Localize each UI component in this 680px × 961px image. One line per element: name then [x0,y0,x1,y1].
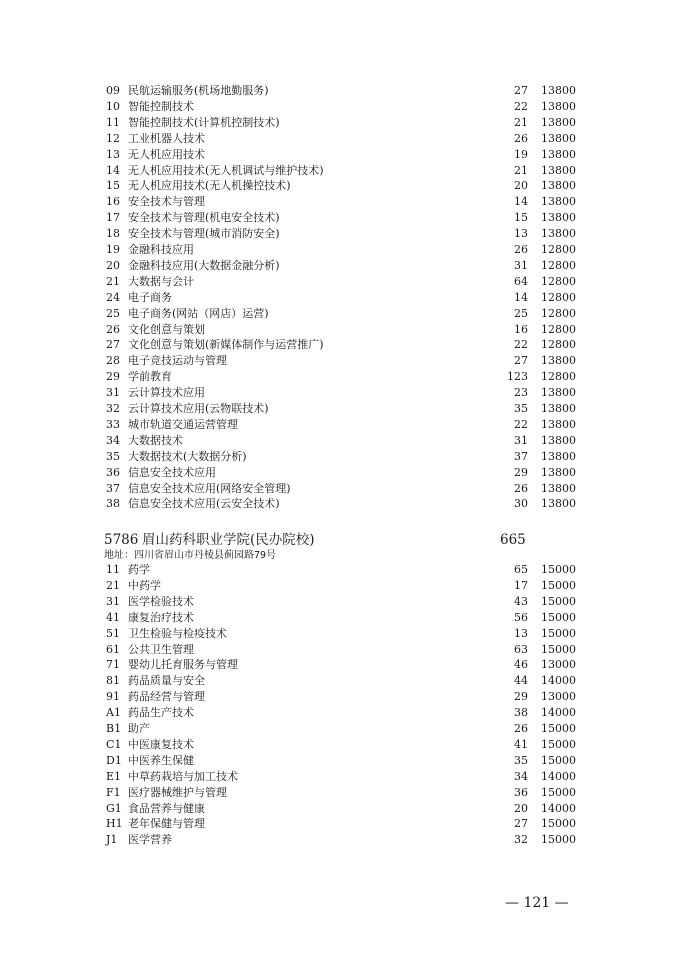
program-code: 31 [106,386,120,400]
tuition-fee: 13800 [541,497,576,511]
table-row [106,578,576,594]
school-total-quota: 665 [500,532,526,548]
tuition-fee: 15000 [541,722,576,735]
program-name: 康复治疗技术 [128,610,194,624]
program-code: 41 [106,610,120,624]
program-name: 助产 [128,722,150,735]
tuition-fee: 15000 [541,785,576,799]
tuition-fee: 13800 [541,195,576,209]
table-row [106,737,576,753]
program-code: 17 [106,211,120,225]
program-code: 81 [106,674,120,688]
school-name: 眉山药科职业学院(民办院校) [142,532,315,548]
program-code: 14 [106,163,120,177]
enrollment-count: 13 [514,626,528,640]
program-code: 33 [106,417,120,431]
program-code: 19 [106,243,120,256]
tuition-fee: 13800 [541,354,576,368]
table-row [106,673,576,689]
program-name: 文化创意与策划(新媒体制作与运营推广) [128,338,324,352]
program-code: 38 [106,497,120,511]
tuition-fee: 15000 [541,563,576,576]
program-code: 37 [106,481,120,495]
table-row [106,226,576,242]
program-code: 10 [106,99,120,113]
tuition-fee: 14000 [541,801,576,815]
table-row [106,290,576,306]
tuition-fee: 13800 [541,147,576,161]
table-row [106,657,576,673]
table-row [106,594,576,610]
enrollment-count: 27 [514,817,528,831]
program-name: 中草药栽培与加工技术 [128,769,238,783]
table-row [106,610,576,626]
program-name: 金融科技应用 [128,243,194,256]
enrollment-count: 19 [514,147,528,161]
enrollment-count: 43 [514,594,528,608]
program-code: D1 [106,753,122,767]
tuition-fee: 13800 [541,449,576,463]
program-code: 15 [106,179,120,193]
table-row [106,769,576,785]
program-code: 61 [106,642,120,656]
tuition-fee: 15000 [541,626,576,640]
enrollment-count: 65 [514,563,528,576]
table-row [106,626,576,642]
enrollment-count: 29 [514,690,528,704]
enrollment-count: 20 [514,179,528,193]
tuition-fee: 15000 [541,642,576,656]
table-row [106,433,576,449]
program-code: 71 [106,658,120,672]
table-row [106,369,576,385]
enrollment-count: 34 [514,769,528,783]
program-name: 金融科技应用(大数据金融分析) [128,258,280,272]
tuition-fee: 15000 [541,610,576,624]
program-name: 无人机应用技术(无人机操控技术) [128,179,291,193]
table-row [106,642,576,658]
program-code: H1 [106,817,123,831]
enrollment-count: 38 [514,706,528,720]
program-name: 民航运输服务(机场地勤服务) [128,84,269,97]
tuition-fee: 13800 [541,433,576,447]
program-code: G1 [106,801,122,815]
program-code: 09 [106,84,120,97]
program-code: 24 [106,290,120,304]
enrollment-count: 26 [514,243,528,256]
tuition-fee: 13800 [541,84,576,97]
enrollment-count: 26 [514,131,528,145]
tuition-fee: 12800 [541,338,576,352]
enrollment-count: 63 [514,642,528,656]
table-row [106,210,576,226]
program-name: 中药学 [128,578,161,592]
tuition-fee: 15000 [541,737,576,751]
page-number: — 121 — [505,895,569,911]
program-name: 中医养生保健 [128,753,194,767]
enrollment-count: 29 [514,465,528,479]
school-header [104,530,574,550]
program-name: 医学营养 [128,833,172,847]
program-code: 27 [106,338,120,352]
enrollment-count: 20 [514,801,528,815]
program-name: 药品生产技术 [128,706,194,720]
enrollment-count: 26 [514,481,528,495]
enrollment-count: 16 [514,322,528,336]
table-row [106,385,576,401]
program-name: 云计算技术应用 [128,386,205,400]
program-name: 智能控制技术(计算机控制技术) [128,115,280,129]
tuition-fee: 13800 [541,481,576,495]
enrollment-count: 26 [514,722,528,735]
table-row [106,816,576,832]
tuition-fee: 12800 [541,370,576,384]
table-row [106,337,576,353]
enrollment-count: 14 [514,290,528,304]
table-row [106,689,576,705]
program-code: 31 [106,594,120,608]
program-code: 34 [106,433,120,447]
tuition-fee: 13800 [541,163,576,177]
tuition-fee: 13800 [541,465,576,479]
program-name: 工业机器人技术 [128,131,205,145]
program-name: 电子竞技运动与管理 [128,354,227,368]
tuition-fee: 12800 [541,258,576,272]
table-row [106,801,576,817]
program-code: C1 [106,737,122,751]
program-name: 信息安全技术应用(网络安全管理) [128,481,291,495]
program-code: 51 [106,626,120,640]
enrollment-count: 21 [514,163,528,177]
table-row [106,481,576,497]
table-row [106,115,576,131]
program-code: J1 [106,833,118,847]
program-name: 文化创意与策划 [128,322,205,336]
table-row [106,705,576,721]
program-code: 11 [106,563,120,576]
table-row [106,832,576,848]
program-code: 12 [106,131,120,145]
program-code: 20 [106,258,120,272]
tuition-fee: 14000 [541,769,576,783]
program-name: 安全技术与管理(城市消防安全) [128,227,280,241]
table-row [106,83,576,99]
program-code: 91 [106,690,120,704]
enrollment-count: 44 [514,674,528,688]
program-name: 食品营养与健康 [128,801,205,815]
school-address: 地址：四川省眉山市丹棱县蓟园路79号 [104,550,277,561]
program-code: B1 [106,722,122,735]
tuition-fee: 13000 [541,690,576,704]
table-row [106,131,576,147]
program-name: 药品质量与安全 [128,674,205,688]
enrollment-count: 23 [514,386,528,400]
enrollment-count: 13 [514,227,528,241]
program-code: E1 [106,769,122,783]
tuition-fee: 13800 [541,115,576,129]
program-name: 中医康复技术 [128,737,194,751]
tuition-fee: 15000 [541,594,576,608]
program-code: F1 [106,785,121,799]
table-row [106,322,576,338]
table-row [106,258,576,274]
tuition-fee: 15000 [541,578,576,592]
enrollment-count: 31 [514,258,528,272]
tuition-fee: 14000 [541,706,576,720]
tuition-fee: 13800 [541,211,576,225]
program-name: 医学检验技术 [128,594,194,608]
tuition-fee: 13800 [541,417,576,431]
program-code: 36 [106,465,120,479]
table-row [106,496,576,512]
enrollment-count: 31 [514,433,528,447]
program-name: 婴幼儿托育服务与管理 [128,658,238,672]
program-code: 18 [106,227,120,241]
program-name: 云计算技术应用(云物联技术) [128,402,269,415]
program-name: 智能控制技术 [128,99,194,113]
table-row [106,753,576,769]
tuition-fee: 13800 [541,386,576,400]
program-code: 29 [106,370,120,384]
program-code: 16 [106,195,120,209]
table-row [106,242,576,258]
table-row [106,274,576,290]
program-code: 21 [106,578,120,592]
program-name: 无人机应用技术(无人机调试与维护技术) [128,163,324,177]
program-code: 13 [106,147,120,161]
enrollment-count: 35 [514,402,528,415]
tuition-fee: 15000 [541,753,576,767]
program-name: 学前教育 [128,370,172,384]
program-name: 安全技术与管理 [128,195,205,209]
tuition-fee: 12800 [541,274,576,288]
enrollment-count: 17 [514,578,528,592]
enrollment-count: 64 [514,274,528,288]
program-code: 28 [106,354,120,368]
tuition-fee: 15000 [541,817,576,831]
tuition-fee: 12800 [541,243,576,256]
enrollment-count: 36 [514,785,528,799]
enrollment-count: 37 [514,449,528,463]
table-row [106,99,576,115]
program-name: 无人机应用技术 [128,147,205,161]
program-name: 卫生检验与检疫技术 [128,626,227,640]
tuition-fee: 12800 [541,322,576,336]
enrollment-count: 22 [514,338,528,352]
table-row [106,721,576,737]
tuition-fee: 13800 [541,131,576,145]
table-row [106,194,576,210]
program-name: 大数据与会计 [128,274,194,288]
tuition-fee: 13800 [541,402,576,415]
program-code: 35 [106,449,120,463]
tuition-fee: 15000 [541,833,576,847]
program-code: 21 [106,274,120,288]
program-code: 32 [106,402,120,415]
tuition-fee: 14000 [541,674,576,688]
program-code: 11 [106,115,120,129]
table-row [106,785,576,801]
program-name: 信息安全技术应用(云安全技术) [128,497,280,511]
enrollment-count: 41 [514,737,528,751]
table-row [106,562,576,578]
enrollment-count: 123 [507,370,528,384]
program-name: 大数据技术(大数据分析) [128,449,247,463]
program-name: 电子商务(网站（网店）运营) [128,306,269,320]
program-name: 药品经营与管理 [128,690,205,704]
program-code: 25 [106,306,120,320]
program-name: 大数据技术 [128,433,183,447]
program-name: 老年保健与管理 [128,817,205,831]
enrollment-count: 27 [514,84,528,97]
program-name: 安全技术与管理(机电安全技术) [128,211,280,225]
tuition-fee: 12800 [541,290,576,304]
enrollment-count: 25 [514,306,528,320]
tuition-fee: 13000 [541,658,576,672]
enrollment-count: 32 [514,833,528,847]
enrollment-count: 22 [514,99,528,113]
table-row [106,147,576,163]
tuition-fee: 13800 [541,179,576,193]
table-row [106,353,576,369]
table-row [106,306,576,322]
enrollment-count: 27 [514,354,528,368]
tuition-fee: 13800 [541,227,576,241]
program-code: 26 [106,322,120,336]
tuition-fee: 13800 [541,99,576,113]
table-row [106,178,576,194]
program-name: 城市轨道交通运营管理 [128,417,238,431]
program-name: 公共卫生管理 [128,642,194,656]
enrollment-count: 22 [514,417,528,431]
table-row [106,401,576,417]
program-name: 电子商务 [128,290,172,304]
enrollment-count: 21 [514,115,528,129]
program-code: A1 [106,706,121,720]
table-row [106,417,576,433]
table-row [106,465,576,481]
table-row [106,163,576,179]
enrollment-count: 15 [514,211,528,225]
school-code: 5786 [104,532,139,548]
enrollment-count: 35 [514,753,528,767]
enrollment-count: 14 [514,195,528,209]
enrollment-count: 30 [514,497,528,511]
program-name: 药学 [128,563,150,576]
enrollment-count: 56 [514,610,528,624]
program-name: 医疗器械维护与管理 [128,785,227,799]
program-name: 信息安全技术应用 [128,465,216,479]
tuition-fee: 12800 [541,306,576,320]
enrollment-count: 46 [514,658,528,672]
table-row [106,449,576,465]
